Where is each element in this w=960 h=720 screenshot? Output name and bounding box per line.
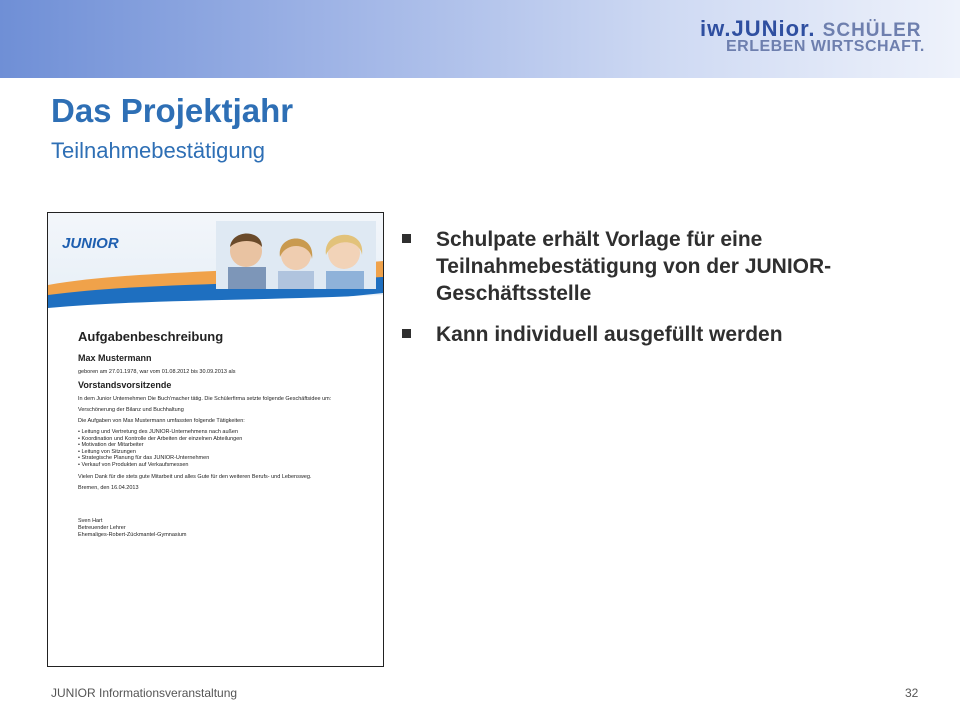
- certificate-thanks: Vielen Dank für die stets gute Mitarbeit und alles Gute für den weiteren Berufs- und Lebensweg.: [78, 474, 312, 480]
- square-bullet-icon: [402, 234, 411, 243]
- bullet-text: Schulpate erhält Vorlage für eine Teilnahmebestätigung von der JUNIOR-Geschäftsstelle: [436, 228, 832, 305]
- bullet-item: [398, 226, 946, 307]
- certificate-tasks-intro: Die Aufgaben von Max Mustermann umfassten folgende Tätigkeiten:: [78, 418, 245, 424]
- list-item: • Strategische Planung für das JUNIOR-Unternehmen: [78, 455, 368, 462]
- certificate-logo: JUNIOR: [62, 235, 119, 252]
- list-item: • Verkauf von Produkten auf Verkaufsmessen: [78, 462, 368, 469]
- certificate-preview: [47, 212, 384, 667]
- certificate-signer-role: Betreuender Lehrer: [78, 525, 126, 531]
- page-number: 32: [905, 686, 919, 700]
- certificate-signer-school: Ehemaliges-Robert-Zückmantel-Gymnasium: [78, 532, 187, 538]
- list-item: • Leitung und Vertretung des JUNIOR-Unternehmens nach außen: [78, 429, 368, 436]
- list-item: • Leitung von Sitzungen: [78, 449, 368, 456]
- certificate-name: Max Mustermann: [78, 353, 152, 363]
- page-title: Das Projektjahr: [51, 92, 294, 129]
- logo-text-junior: iw.JUNior.: [700, 16, 816, 41]
- square-bullet-icon: [402, 329, 411, 338]
- certificate-role: Vorstandsvorsitzende: [78, 380, 172, 390]
- students-photo: [216, 221, 376, 289]
- certificate-idea: Verschönerung der Bilanz und Buchhaltung: [78, 407, 184, 413]
- page-subtitle: Teilnahmebestätigung: [51, 138, 266, 163]
- certificate-dates: geboren am 27.01.1978, war vom 01.08.2012 bis 30.09.2013 als: [78, 369, 236, 375]
- bullet-item: [398, 321, 946, 348]
- bullet-text: Kann individuell ausgefüllt werden: [436, 323, 783, 346]
- certificate-signer-name: Sven Hart: [78, 518, 103, 524]
- certificate-task-list: [78, 429, 368, 468]
- list-item: • Motivation der Mitarbeiter: [78, 442, 368, 449]
- footer-label: JUNIOR Informationsveranstaltung: [51, 686, 238, 700]
- certificate-intro: In dem Junior Unternehmen Die Buch'macher tätig. Die Schülerfirma setzte folgende Geschäftsidee um:: [78, 396, 332, 402]
- list-item: • Koordination und Kontrolle der Arbeiten der einzelnen Abteilungen: [78, 436, 368, 443]
- logo-text-schueler: SCHÜLER: [822, 20, 922, 41]
- logo-tagline: ERLEBEN WIRTSCHAFT.: [726, 38, 925, 55]
- certificate-body: [78, 325, 368, 539]
- certificate-heading: Aufgabenbeschreibung: [78, 329, 224, 344]
- certificate-place-date: Bremen, den 16.04.2013: [78, 485, 139, 491]
- bullet-list: [398, 226, 946, 362]
